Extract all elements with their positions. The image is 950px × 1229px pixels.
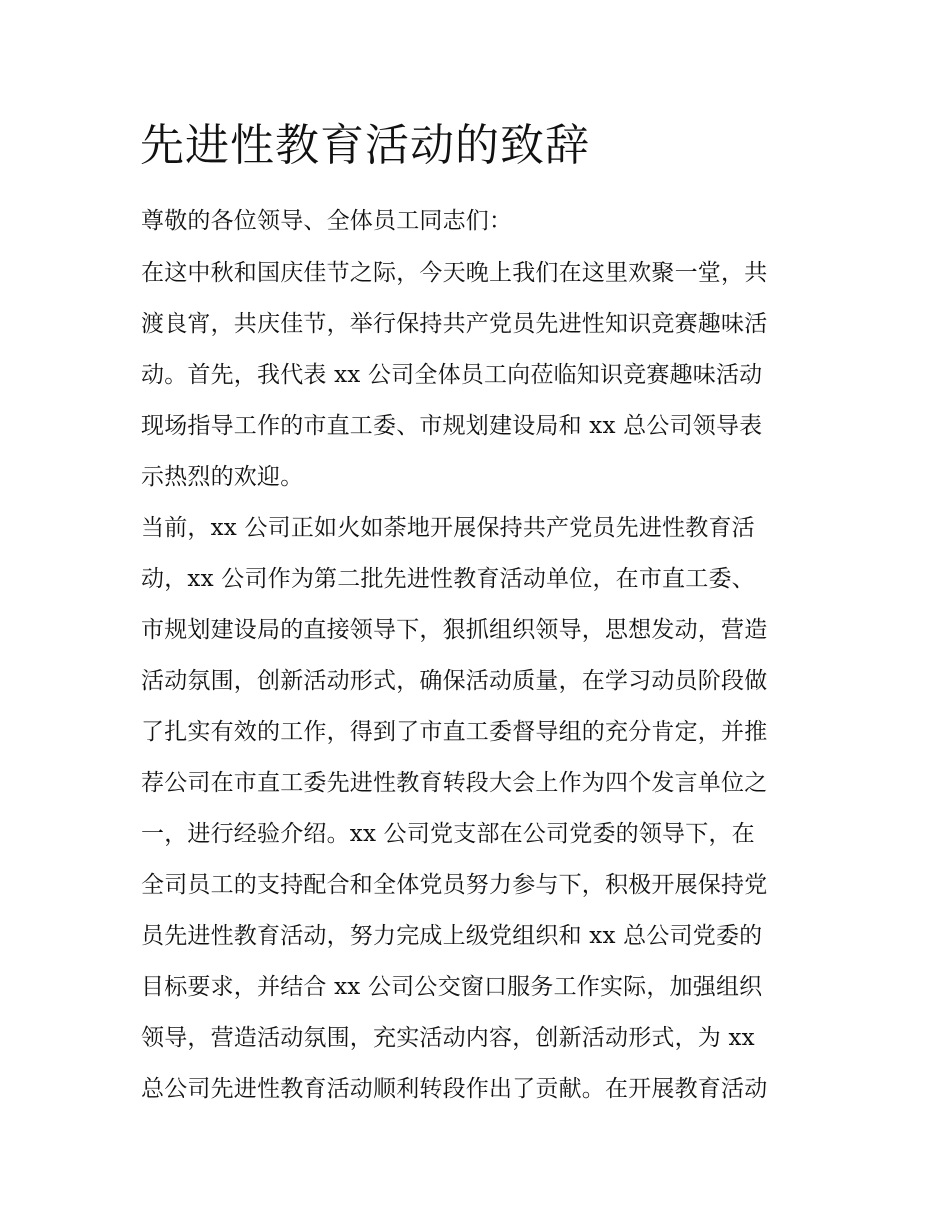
body-text-line: 示热烈的欢迎。	[141, 464, 304, 490]
body-text-line: 动。首先，我代表 xx 公司全体员工向莅临知识竞赛趣味活动	[141, 362, 763, 388]
body-text-line: 当前，xx 公司正如火如荼地开展保持共产党员先进性教育活	[141, 515, 755, 541]
body-text-line: 渡良宵，共庆佳节，举行保持共产党员先进性知识竞赛趣味活	[141, 311, 768, 337]
body-text-line: 动，xx 公司作为第二批先进性教育活动单位，在市直工委、	[141, 566, 755, 592]
body-text-line: 员先进性教育活动，努力完成上级党组织和 xx 总公司党委的	[141, 923, 763, 949]
salutation-line: 尊敬的各位领导、全体员工同志们：	[141, 208, 513, 234]
document-title: 先进性教育活动的致辞	[140, 120, 590, 171]
body-text-line: 荐公司在市直工委先进性教育转段大会上作为四个发言单位之	[141, 770, 768, 796]
body-text-line: 活动氛围，创新活动形式，确保活动质量，在学习动员阶段做	[141, 668, 768, 694]
body-text-line: 了扎实有效的工作，得到了市直工委督导组的充分肯定，并推	[141, 719, 768, 745]
body-text-line: 目标要求，并结合 xx 公司公交窗口服务工作实际，加强组织	[141, 974, 763, 1000]
body-text-line: 全司员工的支持配合和全体党员努力参与下，积极开展保持党	[141, 872, 768, 898]
body-text-line: 总公司先进性教育活动顺利转段作出了贡献。在开展教育活动	[141, 1076, 768, 1102]
body-text-line: 市规划建设局的直接领导下，狠抓组织领导，思想发动，营造	[141, 617, 768, 643]
body-text-line: 领导，营造活动氛围，充实活动内容，创新活动形式，为 xx	[141, 1025, 755, 1051]
body-text-line: 在这中秋和国庆佳节之际，今天晚上我们在这里欢聚一堂，共	[141, 260, 768, 286]
body-text-line: 一，进行经验介绍。xx 公司党支部在公司党委的领导下，在	[141, 821, 755, 847]
body-text-line: 现场指导工作的市直工委、市规划建设局和 xx 总公司领导表	[141, 413, 763, 439]
